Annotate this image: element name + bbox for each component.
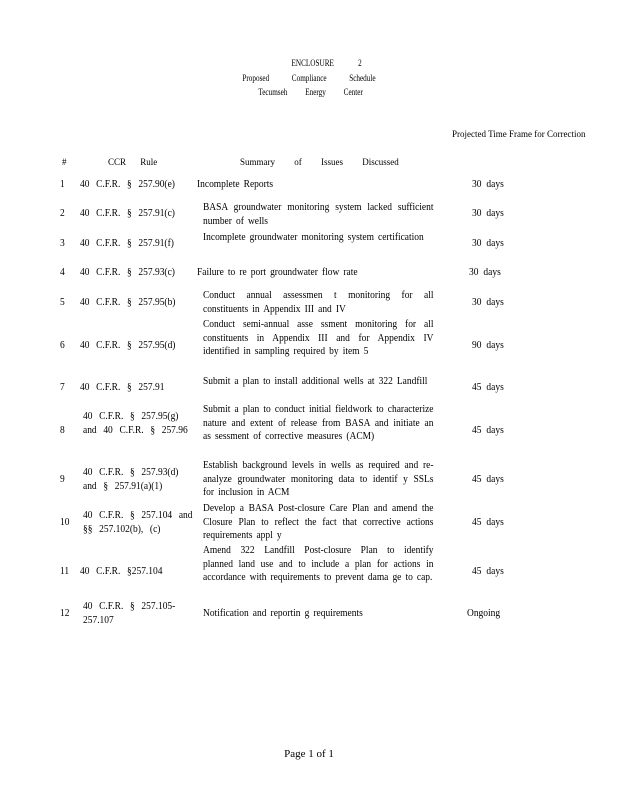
projected-time: 90 days	[472, 339, 504, 351]
projected-time: 45 days	[472, 424, 504, 436]
projected-time: 30 days	[472, 237, 504, 249]
row-number: 11	[60, 565, 70, 577]
issue-summary: Amend 322 Landfill Post-closure Plan to identify planned land use and to include a plan for actions in accordance with requirements to prevent dama ge to cap.	[203, 544, 434, 583]
column-header-ccr-rule: CCR Rule	[108, 157, 158, 167]
projected-time: 30 days	[472, 178, 504, 190]
issue-summary: Conduct semi-annual asse ssment monitoring for all constituents in Appendix III and for Appendix IV identified in sampling required by item 5	[203, 318, 434, 357]
row-number: 4	[60, 266, 65, 278]
ccr-rule: 40 C.F.R. § 257.95(g) and 40 C.F.R. § 257.96	[83, 410, 188, 436]
row-number: 2	[60, 207, 65, 219]
issue-summary: Establish background levels in wells as required and re-analyze groundwater monitoring data to identif y SSLs for inclusion in ACM	[203, 459, 434, 498]
row-number: 8	[60, 424, 65, 436]
ccr-rule: 40 C.F.R. § 257.95(d)	[80, 339, 176, 351]
projected-time: 30 days	[469, 266, 501, 278]
projected-time: 45 days	[472, 516, 504, 528]
ccr-rule: 40 C.F.R. § 257.93(d) and § 257.91(a)(1)	[83, 466, 179, 492]
schedule-title: Proposed Compliance Schedule	[242, 72, 376, 83]
issue-summary: Conduct annual assessmen t monitoring for all constituents in Appendix III and IV	[203, 289, 434, 315]
issue-summary: Failure to re port groundwater flow rate	[197, 266, 358, 278]
issue-summary: Develop a BASA Post-closure Care Plan and amend the Closure Plan to reflect the fact that corrective actions requirements appl y	[203, 502, 434, 541]
row-number: 9	[60, 473, 65, 485]
projected-time: 45 days	[472, 473, 504, 485]
row-number: 12	[60, 607, 70, 619]
issue-summary: BASA groundwater monitoring system lacked sufficient number of wells	[203, 201, 434, 227]
ccr-rule: 40 C.F.R. § 257.104 and §§ 257.102(b), (c)	[83, 509, 193, 535]
ccr-rule: 40 C.F.R. § 257.105-257.107	[83, 600, 176, 626]
issue-summary: Submit a plan to conduct initial fieldwork to characterize nature and extent of release from BASA and initiate an as sessment of corrective measures (ACM)	[203, 403, 434, 442]
row-number: 6	[60, 339, 65, 351]
enclosure-title: ENCLOSURE 2	[291, 58, 362, 68]
ccr-rule: 40 C.F.R. §257.104	[80, 565, 163, 577]
issue-summary: Incomplete Reports	[197, 178, 274, 190]
column-header-number: #	[62, 157, 67, 167]
projected-time: 45 days	[472, 381, 504, 393]
ccr-rule: 40 C.F.R. § 257.91(f)	[80, 237, 174, 249]
ccr-rule: 40 C.F.R. § 257.95(b)	[80, 296, 176, 308]
row-number: 7	[60, 381, 65, 393]
document-header	[62, 56, 556, 100]
column-header-summary: Summary of Issues Discussed	[240, 157, 399, 167]
column-header-projected-time: Projected Time Frame for Correction	[452, 129, 586, 139]
page-number: Page 1 of 1	[284, 748, 334, 760]
ccr-rule: 40 C.F.R. § 257.93(c)	[80, 266, 175, 278]
projected-time: 30 days	[472, 207, 504, 219]
facility-name: Tecumseh Energy Center	[258, 87, 363, 97]
ccr-rule: 40 C.F.R. § 257.90(e)	[80, 178, 175, 190]
projected-time: 45 days	[472, 565, 504, 577]
row-number: 10	[60, 516, 70, 528]
row-number: 5	[60, 296, 65, 308]
issue-summary: Submit a plan to install additional wells at 322 Landfill	[203, 375, 428, 387]
issue-summary: Notification and reportin g requirements	[203, 607, 363, 619]
issue-summary: Incomplete groundwater monitoring system certification	[203, 231, 424, 243]
projected-time: Ongoing	[467, 607, 501, 619]
row-number: 3	[60, 237, 65, 249]
ccr-rule: 40 C.F.R. § 257.91(c)	[80, 207, 175, 219]
projected-time: 30 days	[472, 296, 504, 308]
ccr-rule: 40 C.F.R. § 257.91	[80, 381, 165, 393]
row-number: 1	[60, 178, 65, 190]
